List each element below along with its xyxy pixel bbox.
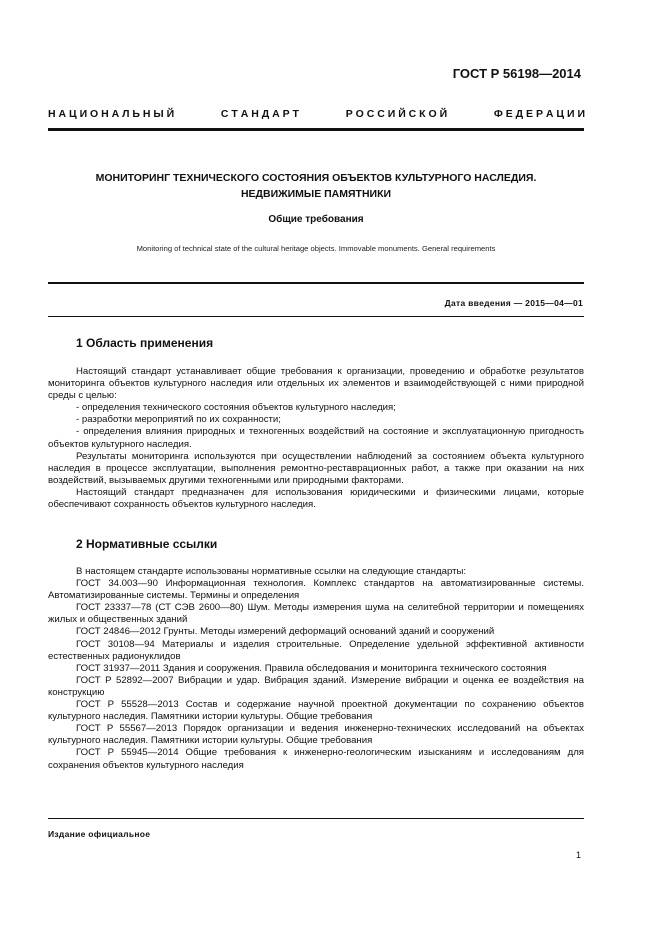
paragraph: Настоящий стандарт предназначен для использования юридическими и физическими лицами, которые обеспечивают сохранность объектов культурного наследия.: [48, 486, 584, 511]
section-2-body: [48, 566, 584, 772]
list-item: - определения влияния природных и техногенных воздействий на состояние и эксплуатационную пригодность объектов культурного наследия.: [48, 426, 584, 450]
paragraph: Настоящий стандарт устанавливает общие требования к организации, проведению и обработке результатов мониторинга объектов культурного наследия или отдельных их элементов и взаимодействующей с ними природной среды с целью:: [48, 366, 584, 402]
standard-banner: [48, 108, 585, 120]
section-1-body: [48, 366, 584, 511]
banner-word: С Т А Н Д А Р Т: [220, 108, 299, 120]
reference-item: ГОСТ 31937—2011 Здания и сооружения. Правила обследования и мониторинга технического состояния: [76, 662, 547, 674]
intro-date: Дата введения — 2015—04—01: [444, 298, 583, 308]
reference-item: ГОСТ Р 55528—2013 Состав и содержание научной проектной документации по сохранению объектов культурного наследия. Памятники истории культуры. Общие требования: [48, 699, 584, 723]
reference-item: ГОСТ 34.003—90 Информационная технология. Комплекс стандартов на автоматизированные системы. Автоматизированные системы. Термины и определения: [48, 578, 584, 602]
document-subtitle: Общие требования: [268, 214, 364, 225]
section-2-heading: 2 Нормативные ссылки: [76, 537, 218, 551]
document-title: [48, 170, 584, 202]
list-item: - разработки мероприятий по их сохранности;: [76, 414, 281, 426]
reference-item: ГОСТ 24846—2012 Грунты. Методы измерений деформаций оснований зданий и сооружений: [76, 626, 495, 638]
reference-item: ГОСТ 23337—78 (СТ СЭВ 2600—80) Шум. Методы измерения шума на селитебной территории и помещениях жилых и общественных зданий: [48, 602, 584, 626]
footer-divider: [48, 818, 584, 819]
document-code: ГОСТ Р 56198—2014: [452, 66, 581, 81]
english-title: Monitoring of technical state of the cultural heritage objects. Immovable monuments. General requirements: [136, 244, 496, 253]
edition-note: Издание официальное: [48, 829, 151, 839]
date-divider: [48, 316, 584, 317]
reference-item: ГОСТ Р 55945—2014 Общие требования к инженерно-геологическим изысканиям и исследованиям для сохранения объектов культурного наследия: [48, 747, 584, 771]
title-line-1: МОНИТОРИНГ ТЕХНИЧЕСКОГО СОСТОЯНИЯ ОБЪЕКТОВ КУЛЬТУРНОГО НАСЛЕДИЯ.: [95, 172, 537, 184]
page-number: 1: [575, 850, 581, 860]
banner-word: Н А Ц И О Н А Л Ь Н Ы Й: [48, 108, 175, 120]
banner-word: Р О С С И Й С К О Й: [345, 108, 448, 120]
section-1-heading: 1 Область применения: [76, 336, 214, 350]
banner-word: Ф Е Д Е Р А Ц И И: [493, 108, 585, 120]
reference-item: ГОСТ 30108—94 Материалы и изделия строительные. Определение удельной эффективной активности естественных радионуклидов: [48, 638, 584, 662]
reference-item: ГОСТ Р 52892—2007 Вибрации и удар. Вибрация зданий. Измерение вибрации и оценка ее воздействия на конструкцию: [48, 674, 584, 698]
reference-item: ГОСТ Р 55567—2013 Порядок организации и ведения инженерно-технических исследований на объектах культурного наследия. Памятники истории культуры. Общие требования: [48, 723, 584, 747]
title-divider: [48, 282, 584, 284]
title-line-2: НЕДВИЖИМЫЕ ПАМЯТНИКИ: [240, 188, 392, 200]
list-item: - определения технического состояния объектов культурного наследия;: [76, 402, 396, 414]
paragraph: В настоящем стандарте использованы нормативные ссылки на следующие стандарты:: [76, 566, 467, 577]
paragraph: Результаты мониторинга используются при осуществлении наблюдений за состоянием объекта культурного наследия в процессе эксплуатации, выполнения ремонтно-реставрационных работ, а также при оказании на них воздействий, вызываемых другими техногенными или природными факторами.: [48, 450, 584, 486]
banner-divider: [48, 128, 584, 131]
